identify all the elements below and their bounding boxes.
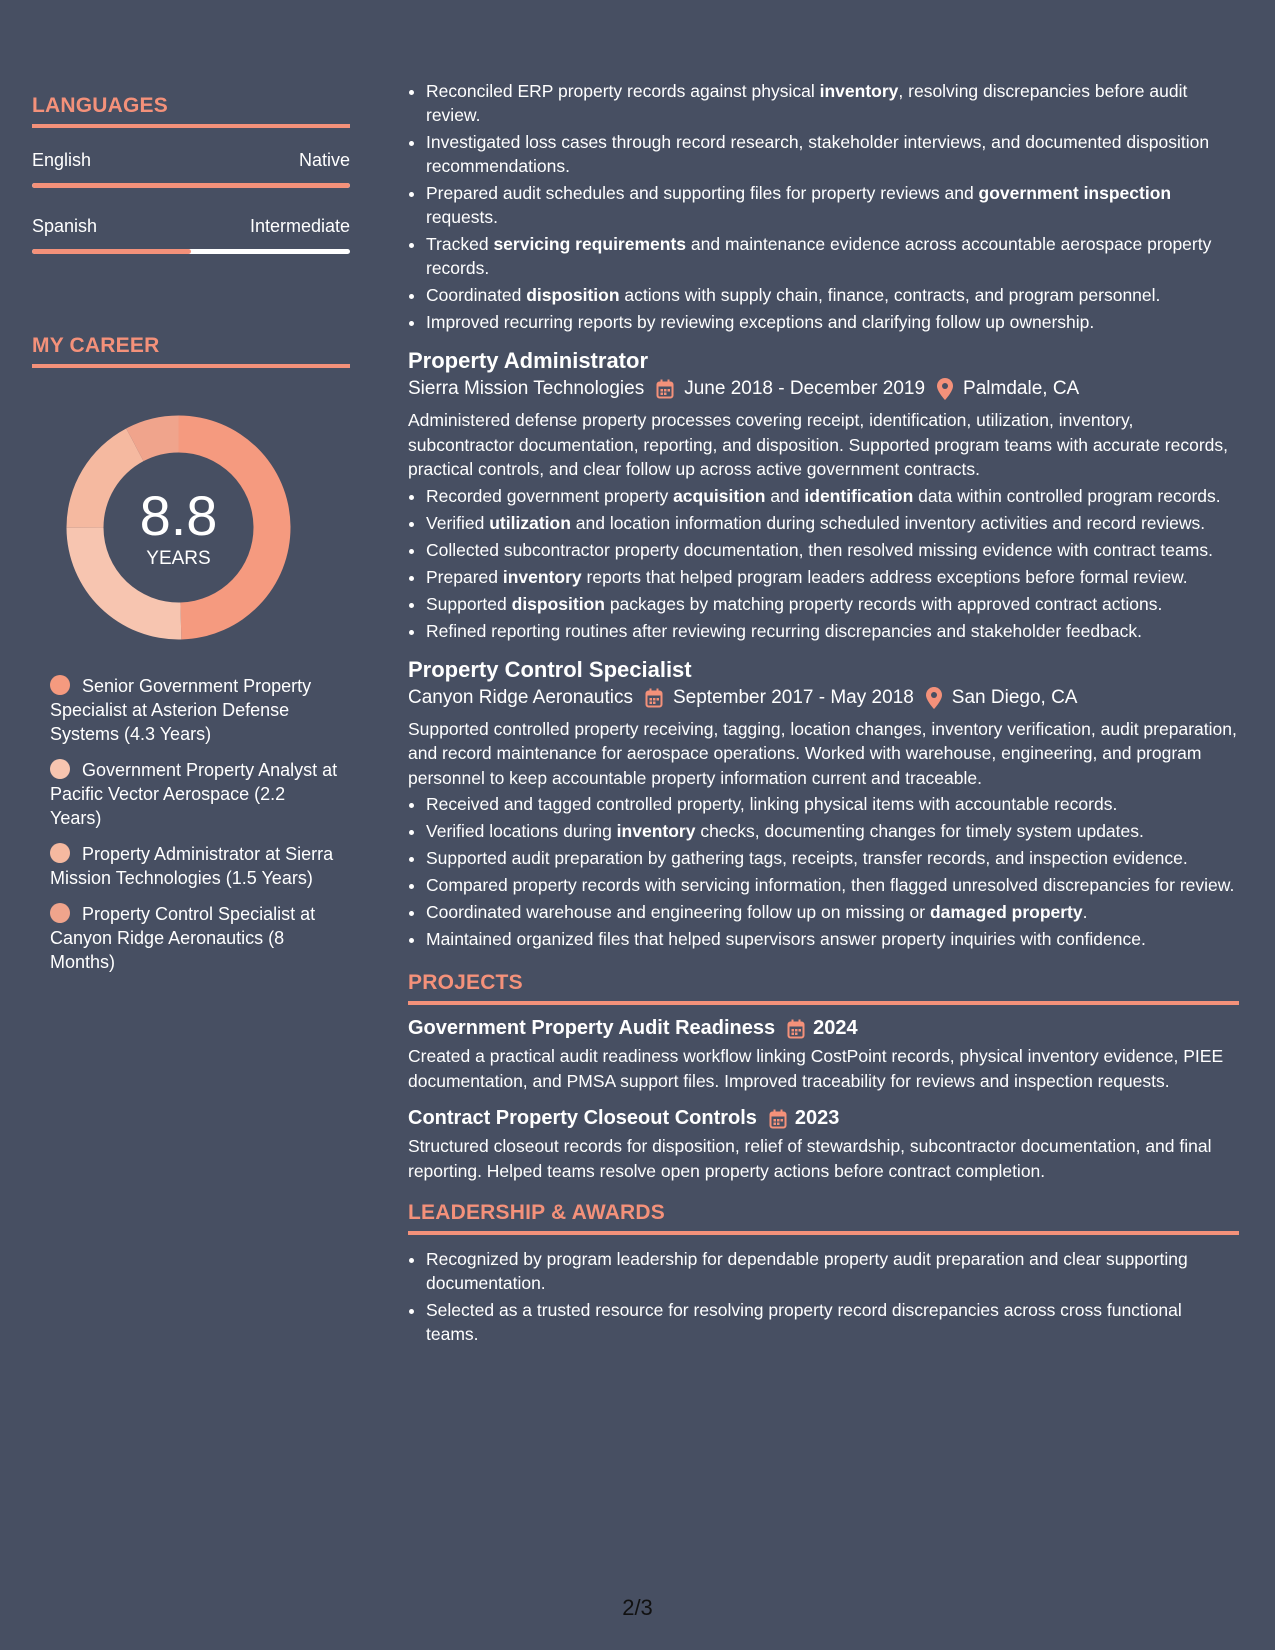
awards-bullets [408, 1247, 1239, 1346]
job-dates: June 2018 - December 2019 [684, 378, 926, 399]
bullet-item: • Supported audit preparation by gathering tags, receipts, transfer records, and inspection evidence. [426, 846, 1239, 870]
bullet-item: • Selected as a trusted resource for resolving property record discrepancies across cross functional teams. [426, 1298, 1239, 1346]
career-total-unit: YEARS [146, 547, 211, 569]
previous-job-continuation [408, 79, 1239, 334]
career-legend-item [50, 674, 340, 746]
language-level: Native [298, 150, 350, 170]
project-description: Structured closeout records for disposition, relief of stewardship, subcontractor documentation, and final reporting. Helped teams resolve open property actions before contract completion. [408, 1136, 1212, 1181]
career-legend-dot [50, 759, 70, 779]
career-total-years: 8.8 [139, 483, 218, 547]
bullet-item: • Tracked servicing requirements and maintenance evidence across accountable aerospace property records. [426, 232, 1239, 280]
career-legend-label: Government Property Analyst at Pacific Vector Aerospace (2.2 Years) [50, 760, 338, 828]
calendar-icon [656, 379, 674, 399]
job-description: Administered defense property processes covering receipt, identification, utilization, inventory, subcontractor documentation, reporting, and disposition. Supported program teams with accurate records, practical controls, and clear follow up across active government contracts. [408, 410, 1229, 479]
job-bullets [408, 792, 1239, 951]
bullet-item: • Received and tagged controlled property, linking physical items with accountable records. [426, 792, 1239, 816]
bullet-item: • Prepared audit schedules and supporting files for property reviews and government inspection requests. [426, 181, 1239, 229]
career-donut-center [66, 415, 291, 640]
project-name: Contract Property Closeout Controls [408, 1107, 757, 1129]
job-bullets [408, 484, 1239, 643]
language-name: English [32, 150, 92, 170]
projects-section [408, 971, 1239, 1183]
previous-job-bullets [408, 79, 1239, 334]
projects-heading: PROJECTS [408, 971, 1239, 1005]
career-legend-item [50, 842, 340, 890]
career-legend-item [50, 902, 340, 974]
experience-list [408, 348, 1239, 951]
language-item-english [32, 150, 350, 188]
project-title-row [408, 1017, 1239, 1040]
bullet-item: • Investigated loss cases through record research, stakeholder interviews, and documented disposition recommendations. [426, 130, 1239, 178]
job-entry [408, 657, 1239, 952]
bullet-item: • Reconciled ERP property records against physical inventory, resolving discrepancies before audit review. [426, 79, 1239, 127]
right-column [408, 0, 1239, 1349]
career-legend-label: Property Administrator at Sierra Mission Technologies (1.5 Years) [50, 844, 334, 888]
language-proficiency-bar [32, 249, 350, 254]
project-name: Government Property Audit Readiness [408, 1017, 776, 1039]
job-company: Canyon Ridge Aeronautics [408, 686, 633, 708]
job-location: San Diego, CA [951, 686, 1078, 708]
bullet-item: • Recognized by program leadership for dependable property audit preparation and clear supporting documentation. [426, 1247, 1239, 1295]
languages-section [32, 94, 350, 254]
projects-list [408, 1017, 1239, 1183]
career-legend-dot [50, 675, 70, 695]
location-pin-icon [926, 687, 942, 709]
calendar-icon [645, 688, 663, 708]
project-entry [408, 1017, 1239, 1093]
bullet-item: • Maintained organized files that helped supervisors answer property inquiries with confidence. [426, 927, 1239, 951]
job-meta [408, 687, 1239, 709]
bullet-item: • Refined reporting routines after reviewing recurring discrepancies and stakeholder feedback. [426, 619, 1239, 643]
bullet-item: • Prepared inventory reports that helped program leaders address exceptions before formal review. [426, 565, 1239, 589]
awards-heading: LEADERSHIP & AWARDS [408, 1201, 1239, 1235]
language-item-spanish [32, 216, 350, 254]
job-company: Sierra Mission Technologies [408, 378, 645, 399]
project-entry [408, 1107, 1239, 1183]
project-year: 2023 [794, 1107, 840, 1129]
job-location: Palmdale, CA [963, 378, 1080, 399]
job-dates: September 2017 - May 2018 [672, 686, 914, 708]
bullet-item: • Verified locations during inventory checks, documenting changes for timely system updates. [426, 819, 1239, 843]
career-legend-dot [50, 843, 70, 863]
awards-section [408, 1201, 1239, 1346]
career-legend-dot [50, 903, 70, 923]
career-heading: MY CAREER [32, 334, 350, 368]
language-name: Spanish [32, 216, 98, 236]
page-number: 2/3 [622, 1595, 653, 1620]
bullet-item: • Recorded government property acquisition and identification data within controlled program records. [426, 484, 1239, 508]
project-description: Created a practical audit readiness workflow linking CostPoint records, physical inventory evidence, PIEE documentation, and PMSA support files. Improved traceability for reviews and inspection requests. [408, 1046, 1224, 1091]
job-description: Supported controlled property receiving, tagging, location changes, inventory verification, audit preparation, and record maintenance for aerospace operations. Worked with warehouse, engineering, and program personnel to keep accountable property information current and traceable. [408, 718, 1237, 788]
bullet-item: • Improved recurring reports by reviewing exceptions and clarifying follow up ownership. [426, 310, 1239, 334]
job-entry [408, 348, 1239, 643]
career-legend-label: Senior Government Property Specialist at Asterion Defense Systems (4.3 Years) [50, 676, 312, 744]
location-pin-icon [937, 378, 953, 400]
bullet-item: • Collected subcontractor property documentation, then resolved missing evidence with contract teams. [426, 538, 1239, 562]
job-title: Property Administrator [408, 348, 649, 373]
project-title-row [408, 1107, 1239, 1130]
project-year: 2024 [813, 1017, 858, 1039]
bullet-item: • Coordinated warehouse and engineering follow up on missing or damaged property. [426, 900, 1239, 924]
career-legend-item [50, 758, 340, 830]
career-section [32, 334, 350, 368]
language-proficiency-fill [32, 183, 350, 188]
languages-heading: LANGUAGES [32, 94, 350, 128]
calendar-icon [769, 1109, 787, 1129]
bullet-item: • Supported disposition packages by matching property records with approved contract actions. [426, 592, 1239, 616]
language-level: Intermediate [249, 216, 350, 236]
job-meta [408, 378, 1239, 400]
career-legend-label: Property Control Specialist at Canyon Ridge Aeronautics (8 Months) [50, 904, 316, 972]
bullet-item: • Verified utilization and location information during scheduled inventory activities and record reviews. [426, 511, 1239, 535]
bullet-item: • Compared property records with servicing information, then flagged unresolved discrepancies for review. [426, 873, 1239, 897]
language-proficiency-fill [32, 249, 191, 254]
calendar-icon [787, 1019, 805, 1039]
career-legend [50, 674, 340, 986]
job-title: Property Control Specialist [408, 656, 692, 682]
language-proficiency-bar [32, 183, 350, 188]
bullet-item: • Coordinated disposition actions with supply chain, finance, contracts, and program personnel. [426, 283, 1239, 307]
